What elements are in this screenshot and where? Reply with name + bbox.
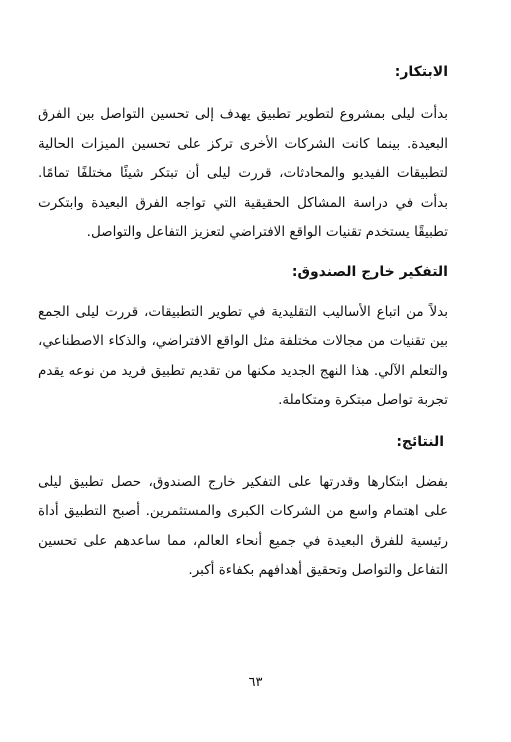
section-heading-innovation: الابتكار: xyxy=(394,64,448,80)
section-heading-results: النتائج: xyxy=(396,433,444,450)
section-body-innovation: بدأت ليلى بمشروع لتطوير تطبيق يهدف إلى تحسين التواصل بين الفرق البعيدة. بينما كانت الشركات الأخرى تركز على تحسين الميزات الحالية لتطبيقات الفيديو والمحادثات، قررت ليلى أن تبتكر شيئًا مختلفًا تمامًا. بدأت في دراسة المشاكل الحقيقية التي تواجه الفرق البعيدة وابتكرت تطبيقًا يستخدم تقنيات الواقع الافتراضي لتعزيز التفاعل والتواصل. xyxy=(38,106,448,240)
section-heading-thinking-outside-the-box: التفكير خارج الصندوق: xyxy=(291,263,448,280)
section-body-results: بفضل ابتكارها وقدرتها على التفكير خارج الصندوق، حصل تطبيق ليلى على اهتمام واسع من الشركات الكبرى والمستثمرين. أصبح التطبيق أداة رئيسية للفرق البعيدة في جميع أنحاء العالم، مما ساعدهم على تحسين التفاعل والتواصل وتحقيق أهدافهم بكفاءة أكبر. xyxy=(38,473,448,578)
page-number: ٦٣ xyxy=(248,675,263,690)
document-page xyxy=(38,62,448,586)
section-body-thinking-outside-the-box: بدلاً من اتباع الأساليب التقليدية في تطوير التطبيقات، قررت ليلى الجمع بين تقنيات من مجالات مختلفة مثل الواقع الافتراضي، والذكاء الاصطناعي، والتعلم الآلي. هذا النهج الجديد مكنها من تقديم تطبيق فريد من نوعه يقدم تجربة تواصل مبتكرة ومتكاملة. xyxy=(38,303,448,408)
